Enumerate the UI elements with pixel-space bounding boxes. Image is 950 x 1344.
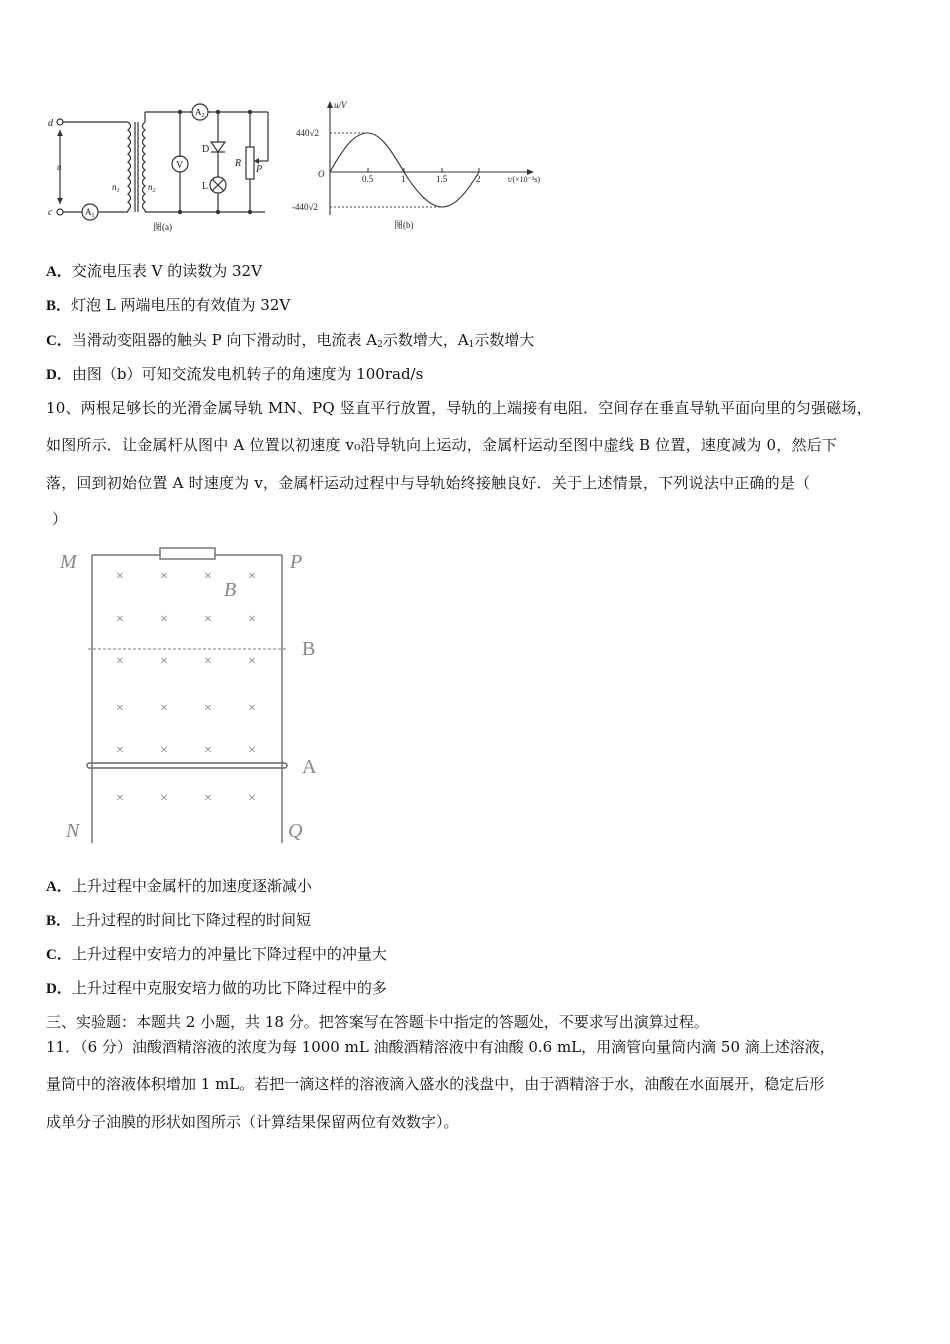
q10-option-c: C．上升过程中安培力的冲量比下降过程中的冲量大 <box>46 945 387 963</box>
svg-text:×: × <box>160 701 168 716</box>
q10-stem-line: ） <box>52 510 68 528</box>
svg-text:×: × <box>248 654 256 669</box>
svg-text:n1: $n_1$ <box>112 182 120 194</box>
label-b-position: B <box>302 638 316 660</box>
x-tick: 2 <box>476 174 481 184</box>
label-m: M <box>60 551 77 573</box>
y-min-label: -440√2 <box>292 202 318 212</box>
svg-text:×: × <box>248 612 256 627</box>
y-axis-label: u/V <box>334 100 347 110</box>
label-p: P <box>290 551 303 573</box>
svg-text:n2: $n_2$ <box>148 182 156 194</box>
svg-text:×: × <box>248 701 256 716</box>
svg-text:×: × <box>204 743 212 758</box>
svg-text:×: × <box>204 701 212 716</box>
x-tick: 0.5 <box>362 174 374 184</box>
q9-option-b: B．灯泡 L 两端电压的有效值为 32V <box>46 296 291 314</box>
svg-text:×: × <box>204 569 212 584</box>
figure-b-graph <box>290 95 560 235</box>
svg-text:×: × <box>160 569 168 584</box>
label-a-position: A <box>302 756 317 778</box>
label-r: R <box>235 158 242 169</box>
label-d: d <box>48 118 53 129</box>
q11-stem-line: 11．（6 分）油酸酒精溶液的浓度为每 1000 mL 油酸酒精溶液中有油酸 0.6 mL，用滴管向量筒内滴 50 滴上述溶液， <box>46 1038 835 1056</box>
origin-label: O <box>318 169 325 179</box>
label-l: L <box>202 181 209 192</box>
q10-stem-line: 10、两根足够长的光滑金属导轨 MN、PQ 竖直平行放置，导轨的上端接有电阻．空间存在垂直导轨平面向里的匀强磁场， <box>46 399 872 417</box>
svg-text:×: × <box>116 569 124 584</box>
svg-text:×: × <box>204 654 212 669</box>
svg-text:×: × <box>116 654 124 669</box>
label-n: N <box>66 820 80 842</box>
q9-option-c: C．当滑动变阻器的触头 P 向下滑动时，电流表 $A_2$示数增大，$A_1$示数增大 <box>46 331 535 350</box>
q11-stem-line: 量筒中的溶液体积增加 1 mL。若把一滴这样的溶液滴入盛水的浅盘中，由于酒精溶于水，油酸在水面展开，稳定后形 <box>46 1075 825 1093</box>
q10-stem-line: 落，回到初始位置 A 时速度为 v，金属杆运动过程中与导轨始终接触良好．关于上述情景，下列说法中正确的是（ <box>46 474 811 492</box>
q10-stem-line: 如图所示．让金属杆从图中 A 位置以初速度 v₀沿导轨向上运动，金属杆运动至图中虚线 B 位置，速度减为 0，然后下 <box>46 436 838 454</box>
svg-text:×: × <box>160 791 168 806</box>
svg-text:A1: $A_1$ <box>85 207 95 219</box>
svg-text:×: × <box>160 743 168 758</box>
figure-a-caption: 图(a) <box>153 222 172 232</box>
svg-text:×: × <box>116 743 124 758</box>
label-p: P <box>256 164 263 175</box>
svg-text:×: × <box>204 791 212 806</box>
q9-option-a: A．交流电压表 V 的读数为 32V <box>46 262 262 280</box>
q10-option-b: B．上升过程的时间比下降过程的时间短 <box>46 911 312 929</box>
figure-a-circuit <box>40 100 290 235</box>
label-u: u <box>57 162 62 172</box>
svg-text:×: × <box>248 569 256 584</box>
svg-text:×: × <box>116 701 124 716</box>
x-tick: 1 <box>401 174 406 184</box>
label-b-field: B <box>224 579 237 601</box>
svg-text:×: × <box>204 612 212 627</box>
svg-text:×: × <box>248 743 256 758</box>
figure-rails-magnetic-field <box>50 535 340 855</box>
svg-text:×: × <box>116 791 124 806</box>
svg-text:×: × <box>160 612 168 627</box>
y-max-label: 440√2 <box>296 128 319 138</box>
svg-text:×: × <box>248 791 256 806</box>
label-v: V <box>176 160 184 171</box>
label-q: Q <box>288 820 303 842</box>
label-c: c <box>48 207 53 218</box>
q10-option-d: D．上升过程中克服安培力做的功比下降过程中的多 <box>46 979 387 997</box>
label-d-diode: D <box>202 144 210 155</box>
x-tick: 1.5 <box>436 174 448 184</box>
q9-option-d: D．由图（b）可知交流发电机转子的角速度为 100rad/s <box>46 365 424 383</box>
svg-text:A2: $A_2$ <box>195 107 205 119</box>
x-axis-label: t/(×10⁻²s) <box>508 175 541 184</box>
svg-text:×: × <box>116 612 124 627</box>
q10-option-a: A．上升过程中金属杆的加速度逐渐减小 <box>46 877 312 895</box>
figure-b-caption: 图(b) <box>394 220 414 230</box>
svg-text:×: × <box>160 654 168 669</box>
q11-stem-line: 成单分子油膜的形状如图所示（计算结果保留两位有效数字）。 <box>46 1113 459 1131</box>
section-3-heading: 三、实验题：本题共 2 小题，共 18 分。把答案写在答题卡中指定的答题处，不要求写出演算过程。 <box>46 1013 709 1031</box>
